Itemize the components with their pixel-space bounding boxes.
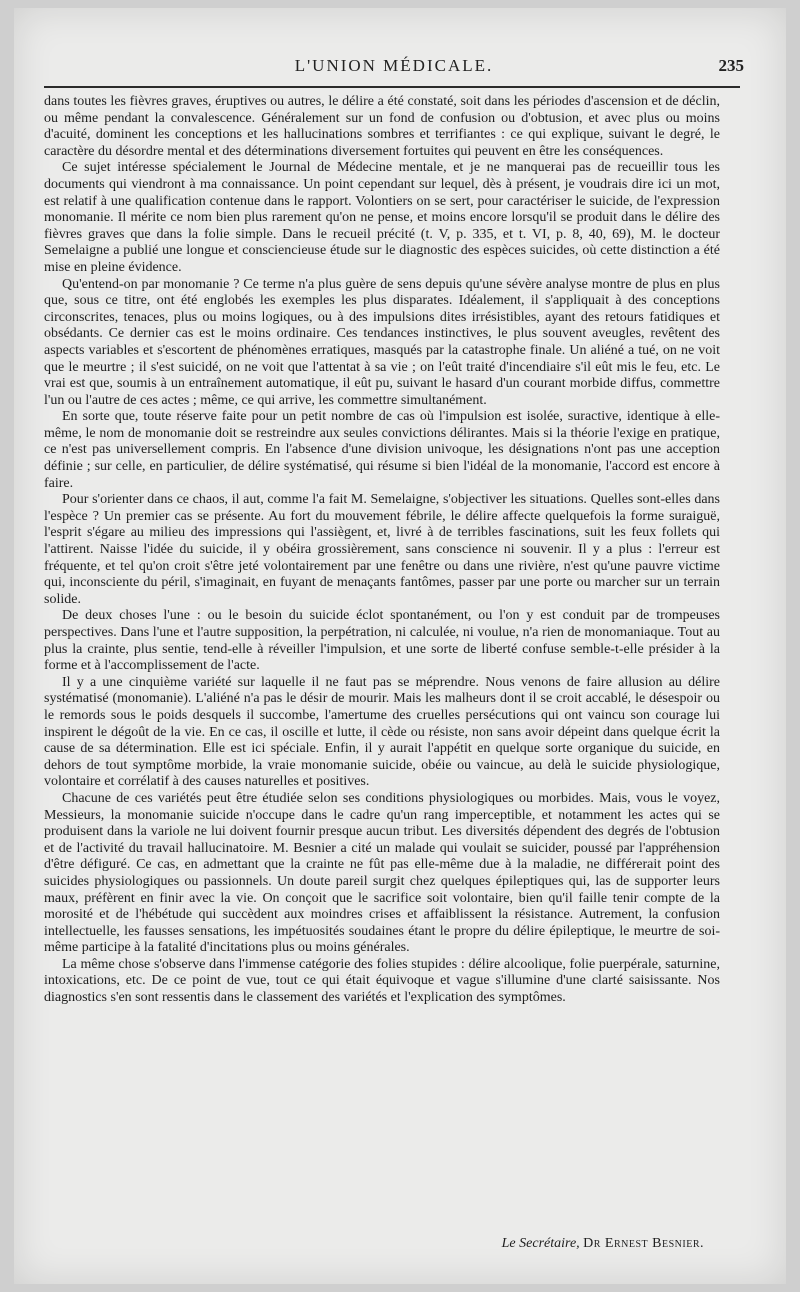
signature-role: Le Secrétaire,: [501, 1236, 580, 1251]
page-number: 235: [718, 56, 744, 75]
signature: [502, 1236, 704, 1252]
paragraph: En sorte que, toute réserve faite pour un petit nombre de cas où l'impulsion est isolée, suractive, identique à elle-même, le nom de monomanie doit se restreindre aux seules convictions délirantes. Mais si la théorie l'exige en pratique, ce n'est pas universellement compris. En l'absence d'une division univoque, les désignations n'ont pas une acception définie ; sur celle, en particulier, de délire systématisé, qui résume si bien l'idéal de la monomanie, l'accord est encore à faire.: [44, 409, 720, 491]
signature-name: Dr Ernest Besnier.: [583, 1236, 704, 1251]
page-header: [44, 56, 744, 86]
journal-title: L'UNION MÉDICALE.: [294, 56, 494, 75]
article-body: [44, 94, 720, 1007]
paragraph: Il y a une cinquième variété sur laquelle il ne faut pas se méprendre. Nous venons de faire allusion au délire systématisé (monomanie). L'aliéné n'a pas le désir de mourir. Mais les malheurs dont il se croit accablé, le désespoir ou le remords sous le poids desquels il succombe, l'amertume des cruelles persécutions qui ont vaincu son courage lui inspirent le dégoût de la vie. En ce cas, il oscille et lutte, il cède ou résiste, non sans avoir dépeint dans quelque écrit la cause de sa détermination. Elle est ici spéciale. Enfin, il y aurait l'appétit en quelque sorte organique du suicide, en dehors de tout symptôme morbide, la vraie monomanie suicide, obéie ou vaincue, au delà le suicide physiologique, volontaire et corrélatif à des causes naturelles et positives.: [44, 674, 720, 790]
paragraph: dans toutes les fièvres graves, éruptives ou autres, le délire a été constaté, soit dans les périodes d'ascension et de déclin, ou même pendant la convalescence. Généralement sur un fond de confusion ou d'obtusion, et avec plus ou moins d'acuité, dominent les conceptions et les hallucinations sombres et terrifiantes : ce qui explique, suivant le degré, le caractère du désordre mental et des déterminations diversement fortuites qui peuvent en être les conséquences.: [44, 94, 720, 159]
paragraph: La même chose s'observe dans l'immense catégorie des folies stupides : délire alcoolique, folie puerpérale, saturnine, intoxications, etc. De ce point de vue, tout ce qui était équivoque et vague s'illumine d'une clarté saisissante. Nos diagnostics s'en sont ressentis dans le classement des variétés et l'explication des symptômes.: [44, 956, 720, 1006]
header-rule: [44, 86, 740, 88]
paragraph: De deux choses l'une : ou le besoin du suicide éclot spontanément, ou l'on y est conduit par de trompeuses perspectives. Dans l'une et l'autre supposition, la perpétration, ni calculée, ni voulue, n'a rien de monomaniaque. Tout au plus la crainte, plus sentie, tend-elle à réveiller l'impulsion, et une sorte de liberté confuse semble-t-elle présider à la forme et à l'accomplissement de l'acte.: [44, 608, 720, 674]
paragraph: Ce sujet intéresse spécialement le Journal de Médecine mentale, et je ne manquerai pas de recueillir tous les documents qui viendront à ma connaissance. Un point cependant sur lequel, dès à présent, je voudrais dire ici un mot, est relatif à une qualification contenue dans le rapport. Volontiers on se sert, pour caractériser le suicide, de l'expression monomanie. Il mérite ce nom bien plus rarement qu'on ne pense, et moins encore lorsqu'il se produit dans le délire des fièvres graves que dans la folie simple. Dans le recueil précité (t. V, p. 335, et t. VI, p. 8, 40, 69), M. le docteur Semelaigne a publié une longue et consciencieuse étude sur le diagnostic des espèces suicides, où cette distinction a été mise en pleine évidence.: [44, 160, 720, 275]
paragraph: Qu'entend-on par monomanie ? Ce terme n'a plus guère de sens depuis qu'une sévère analyse montre de plus en plus que, sous ce titre, ont été englobés les exemples les plus disparates. Idéalement, il s'appliquait à des conceptions circonscrites, tenaces, plus ou moins logiques, ou à des impulsions dites irrésistibles, ayant des retours fatidiques et obsédants. Ce dernier cas est le moins ordinaire. Ces tendances instinctives, le plus souvent aveugles, revêtent des aspects variables et s'escortent de phénomènes erratiques, masqués par la catastrophe finale. Un aliéné a tué, on ne voit que le meurtre ; il s'est suicidé, on ne voit que l'attentat à sa vie ; on l'eût traité d'incendiaire s'il eût mis le feu, etc. Le vrai est que, soumis à un entraînement automatique, il eût pu, suivant le hasard d'un courant morbide diffus, commettre l'un ou l'autre de ces actes ; même, ce qui arrive, les commettre simultanément.: [44, 276, 720, 408]
paragraph: Chacune de ces variétés peut être étudiée selon ses conditions physiologiques ou morbides. Mais, vous le voyez, Messieurs, la monomanie suicide n'occupe dans le cadre qu'un rang imperceptible, et notamment les actes qui se produisent dans la variole ne lui doivent fournir presque aucun tribut. Les diversités dépendent des degrés de l'obtusion et de l'activité du travail hallucinatoire. M. Besnier a cité un malade qui voulait se suicider, poussé par l'appréhension d'être défiguré. Ce cas, en admettant que la crainte ne fût pas elle-même due à la maladie, ne différerait point des suicides physiologiques ou passionnels. Un doute pareil surgit chez quelques épileptiques qui, las de supporter leurs maux, préfèrent en finir avec la vie. On conçoit que le sacrifice soit volontaire, bien qu'il faille tenir compte de la morosité et de l'hébétude qui succèdent aux moindres crises et affaiblissent la résistance. Autrement, la confusion intellectuelle, les fausses sensations, les impétuosités soudaines étant le propre du délire épileptique, le meurtre de soi-même participe à la fatalité d'incitations plus ou moins générales.: [44, 790, 720, 956]
paragraph: Pour s'orienter dans ce chaos, il aut, comme l'a fait M. Semelaigne, s'objectiver les situations. Quelles sont-elles dans l'espèce ? Un premier cas se présente. Au fort du mouvement fébrile, le délire affecte quelquefois la forme suraiguë, l'esprit s'égare au milieu des impressions qui l'assiègent, et, livré à de terribles fascinations, suit les feux follets qui l'attirent. Naisse l'idée du suicide, il y obéira grossièrement, sans conscience ni souvenir. Il y a plus : l'erreur est fréquente, et tel qu'on croit s'être jeté volontairement par une fenêtre ou dans une rivière, n'est qu'une pauvre victime qui, inconsciente du péril, s'imaginait, en fuyant de menaçants fantômes, passer par une porte ou marcher sur un terrain solide.: [44, 492, 720, 607]
